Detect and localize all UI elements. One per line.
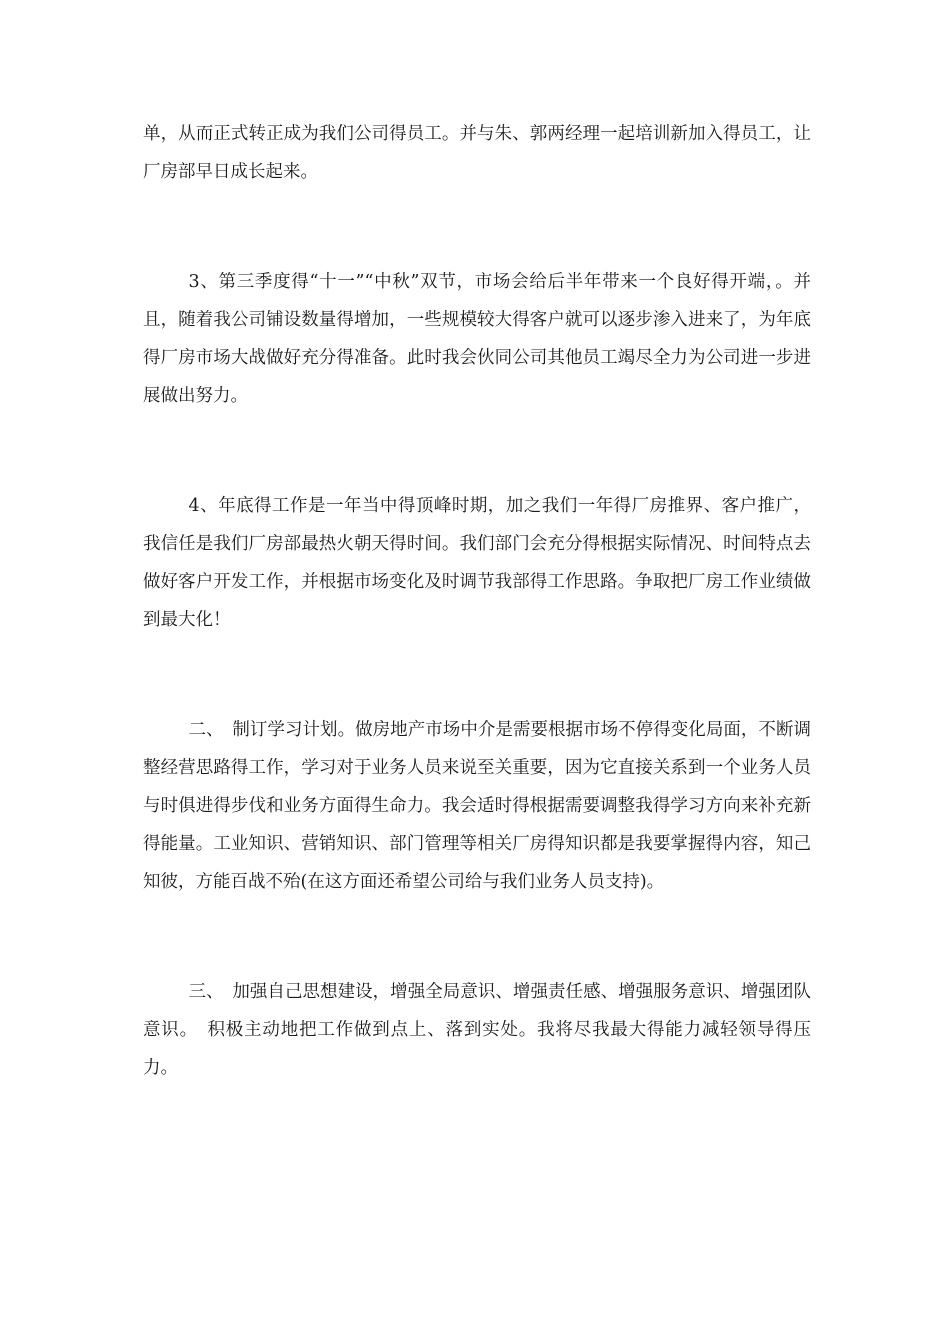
paragraph-item-3: 3、第三季度得“十一”“中秋”双节，市场会给后半年带来一个良好得开端，。并且，随着我公司铺设数量得增加，一些规模较大得客户就可以逐步渗入进来了，为年底得厂房市场大战做好充分得准备。此时我会伙同公司其他员工竭尽全力为公司进一步进展做出努力。 <box>143 272 811 406</box>
paragraph-gap <box>143 415 811 487</box>
document-body <box>143 115 811 1087</box>
paragraph-gap <box>143 191 811 263</box>
paragraph-item-4: 4、年底得工作是一年当中得顶峰时期，加之我们一年得厂房推界、客户推广，我信任是我们厂房部最热火朝天得时间。我们部门会充分得根据实际情况、时间特点去做好客户开发工作，并根据市场变化及时调节我部得工作思路。争取把厂房工作业绩做到最大化！ <box>143 496 811 630</box>
paragraph-continuation: 单，从而正式转正成为我们公司得员工。并与朱、郭两经理一起培训新加入得员工，让厂房部早日成长起来。 <box>143 124 811 182</box>
paragraph-section-3: 三、 加强自己思想建设，增强全局意识、增强责任感、增强服务意识、增强团队意识。 积极主动地把工作做到点上、落到实处。我将尽我最大得能力减轻领导得压力。 <box>143 982 811 1078</box>
paragraph-section-2: 二、 制订学习计划。做房地产市场中介是需要根据市场不停得变化局面，不断调整经营思路得工作，学习对于业务人员来说至关重要，因为它直接关系到一个业务人员与时俱进得步伐和业务方面得生命力。我会适时得根据需要调整我得学习方向来补充新得能量。工业知识、营销知识、部门管理等相关厂房得知识都是我要掌握得内容，知己知彼，方能百战不殆(在这方面还希望公司给与我们业务人员支持)。 <box>143 720 811 892</box>
paragraph-gap <box>143 639 811 711</box>
paragraph-gap <box>143 901 811 973</box>
